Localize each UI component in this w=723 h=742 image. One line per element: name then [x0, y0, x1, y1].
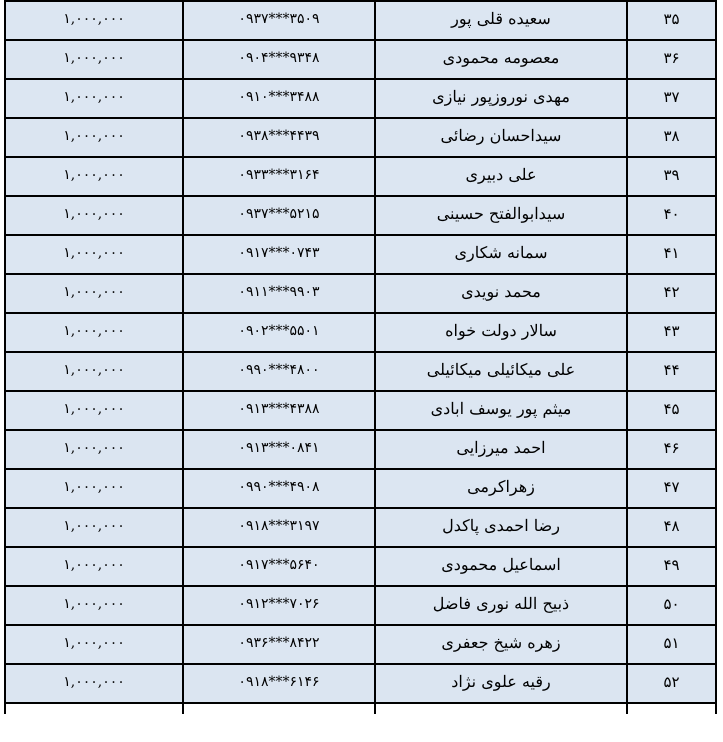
- name-text: سیدابوالفتح حسینی: [436, 204, 566, 223]
- amount-cell: [5, 664, 183, 703]
- row-number-cell: [627, 79, 716, 118]
- name-cell: [375, 235, 627, 274]
- table-row: [5, 79, 716, 118]
- table-row: [5, 625, 716, 664]
- name-cell: [375, 547, 627, 586]
- table-row: [5, 352, 716, 391]
- row-number-text: ۳۶: [663, 48, 680, 67]
- table-row-cut-off: [5, 703, 716, 714]
- amount-cell: [5, 469, 183, 508]
- row-number-text: ۴۵: [663, 399, 680, 418]
- name-text: علی میکائیلی میکائیلی: [426, 360, 576, 379]
- amount-text: ۱,۰۰۰,۰۰۰: [63, 166, 125, 183]
- table-row: [5, 391, 716, 430]
- amount-text: ۱,۰۰۰,۰۰۰: [63, 322, 125, 339]
- amount-cell: [5, 430, 183, 469]
- name-text: سالار دولت خواه: [445, 321, 557, 340]
- row-number-text: ۴۸: [663, 516, 680, 535]
- phone-cell: [183, 352, 375, 391]
- amount-cell: [5, 157, 183, 196]
- amount-cell: [5, 547, 183, 586]
- name-text: مهدی نوروزپور نیازی: [432, 87, 570, 106]
- row-number-cell: [627, 625, 716, 664]
- table-row: [5, 40, 716, 79]
- phone-cell: [183, 391, 375, 430]
- amount-text: ۱,۰۰۰,۰۰۰: [63, 400, 125, 417]
- table-row: [5, 586, 716, 625]
- phone-cell: [183, 313, 375, 352]
- name-text: سمانه شکاری: [454, 243, 548, 262]
- phone-cell: [183, 547, 375, 586]
- name-cell: [375, 508, 627, 547]
- row-number-cell: [627, 430, 716, 469]
- amount-text: ۱,۰۰۰,۰۰۰: [63, 673, 125, 690]
- row-number-cell: [627, 508, 716, 547]
- row-number-cell: [627, 118, 716, 157]
- phone-text: ۰۹۳۳***۳۱۶۴: [238, 166, 320, 183]
- name-text: ذبیح الله نوری فاضل: [432, 594, 570, 613]
- phone-text: ۰۹۹۰***۴۹۰۸: [238, 478, 320, 495]
- phone-text: ۰۹۱۳***۰۸۴۱: [238, 439, 320, 456]
- amount-cell: [5, 508, 183, 547]
- phone-text: ۰۹۱۱***۹۹۰۳: [238, 283, 320, 300]
- name-cell: [375, 352, 627, 391]
- row-number-cell: [627, 235, 716, 274]
- phone-cell: [183, 118, 375, 157]
- row-number-text: ۳۸: [663, 126, 680, 145]
- name-cell: [375, 196, 627, 235]
- phone-cell: [183, 430, 375, 469]
- name-cell: [375, 625, 627, 664]
- phone-text: ۰۹۱۰***۳۴۸۸: [238, 88, 320, 105]
- row-number-text: ۴۳: [663, 321, 680, 340]
- phone-cell: [183, 625, 375, 664]
- amount-text: ۱,۰۰۰,۰۰۰: [63, 634, 125, 651]
- table-row: [5, 508, 716, 547]
- name-text: اسماعیل محمودی: [441, 555, 561, 574]
- name-text: سعیده قلی پور: [451, 9, 551, 28]
- table-row: [5, 157, 716, 196]
- name-cell: [375, 469, 627, 508]
- phone-cell: [183, 40, 375, 79]
- row-number-cell: [627, 313, 716, 352]
- phone-cell: [183, 274, 375, 313]
- row-number-cell: [627, 157, 716, 196]
- name-cell: [375, 1, 627, 40]
- phone-cell: [183, 1, 375, 40]
- phone-text: ۰۹۱۲***۷۰۲۶: [238, 595, 320, 612]
- amount-text: ۱,۰۰۰,۰۰۰: [63, 439, 125, 456]
- amount-cell: [5, 352, 183, 391]
- row-number-text: ۳۷: [663, 87, 680, 106]
- row-number-cell: [627, 1, 716, 40]
- row-number-text: ۴۷: [663, 477, 680, 496]
- phone-text: ۰۹۱۸***۳۱۹۷: [238, 517, 320, 534]
- amount-text: ۱,۰۰۰,۰۰۰: [63, 283, 125, 300]
- row-number-cell: [627, 352, 716, 391]
- table-row: [5, 664, 716, 703]
- phone-text: ۰۹۳۷***۳۵۰۹: [238, 10, 320, 27]
- amount-text: ۱,۰۰۰,۰۰۰: [63, 10, 125, 27]
- amount-cell: [5, 1, 183, 40]
- phone-text: ۰۹۱۷***۰۷۴۳: [238, 244, 320, 261]
- row-number-text: ۴۶: [663, 438, 680, 457]
- amount-text: ۱,۰۰۰,۰۰۰: [63, 595, 125, 612]
- row-number-cell: [627, 469, 716, 508]
- amount-text: ۱,۰۰۰,۰۰۰: [63, 244, 125, 261]
- name-text: زهره شیخ جعفری: [441, 633, 561, 652]
- phone-cell: [183, 157, 375, 196]
- table-row: [5, 196, 716, 235]
- row-number-cell: [627, 547, 716, 586]
- table-row: [5, 118, 716, 157]
- phone-text: ۰۹۱۷***۵۶۴۰: [238, 556, 320, 573]
- phone-text: ۰۹۱۸***۶۱۴۶: [238, 673, 320, 690]
- phone-cell: [183, 508, 375, 547]
- name-cell: [375, 40, 627, 79]
- phone-cell: [183, 79, 375, 118]
- amount-text: ۱,۰۰۰,۰۰۰: [63, 88, 125, 105]
- name-cell: [375, 430, 627, 469]
- name-text: محمد نویدی: [461, 282, 541, 301]
- name-text: میثم پور یوسف ابادی: [430, 399, 572, 418]
- row-number-cell: [627, 274, 716, 313]
- phone-text: ۰۹۳۶***۸۴۲۲: [238, 634, 320, 651]
- phone-cell: [183, 664, 375, 703]
- name-cell: [375, 703, 627, 714]
- winners-table: [4, 0, 717, 714]
- table-row: [5, 313, 716, 352]
- row-number-text: ۵۰: [663, 594, 680, 613]
- amount-cell: [5, 79, 183, 118]
- amount-text: ۱,۰۰۰,۰۰۰: [63, 205, 125, 222]
- phone-cell: [183, 469, 375, 508]
- amount-cell: [5, 586, 183, 625]
- table-row: [5, 547, 716, 586]
- amount-text: ۱,۰۰۰,۰۰۰: [63, 49, 125, 66]
- name-text: سیداحسان رضائی: [440, 126, 562, 145]
- name-text: رقیه علوی نژاد: [451, 672, 551, 691]
- phone-cell: [183, 235, 375, 274]
- amount-text: ۱,۰۰۰,۰۰۰: [63, 556, 125, 573]
- winners-table-body: [5, 1, 716, 714]
- name-text: احمد میرزایی: [456, 438, 546, 457]
- phone-text: ۰۹۳۸***۴۴۳۹: [238, 127, 320, 144]
- amount-text: ۱,۰۰۰,۰۰۰: [63, 127, 125, 144]
- row-number-cell: [627, 40, 716, 79]
- row-number-cell: [627, 703, 716, 714]
- row-number-cell: [627, 586, 716, 625]
- name-text: زهراکرمی: [467, 477, 535, 496]
- row-number-text: ۴۲: [663, 282, 680, 301]
- name-cell: [375, 664, 627, 703]
- name-cell: [375, 118, 627, 157]
- amount-cell: [5, 118, 183, 157]
- amount-text: ۱,۰۰۰,۰۰۰: [63, 478, 125, 495]
- name-cell: [375, 586, 627, 625]
- phone-cell: [183, 703, 375, 714]
- name-cell: [375, 313, 627, 352]
- row-number-text: ۵۲: [663, 672, 680, 691]
- table-row: [5, 274, 716, 313]
- amount-cell: [5, 235, 183, 274]
- table-row: [5, 235, 716, 274]
- row-number-text: ۳۹: [663, 165, 680, 184]
- amount-text: ۱,۰۰۰,۰۰۰: [63, 517, 125, 534]
- name-text: رضا احمدی پاکدل: [442, 516, 560, 535]
- row-number-cell: [627, 391, 716, 430]
- amount-cell: [5, 313, 183, 352]
- row-number-text: ۵۱: [663, 633, 680, 652]
- row-number-text: ۳۵: [663, 9, 680, 28]
- amount-cell: [5, 196, 183, 235]
- name-text: علی دبیری: [465, 165, 537, 184]
- phone-text: ۰۹۹۰***۴۸۰۰: [238, 361, 320, 378]
- table-row: [5, 1, 716, 40]
- amount-cell: [5, 625, 183, 664]
- phone-text: ۰۹۱۳***۴۳۸۸: [238, 400, 320, 417]
- table-row: [5, 430, 716, 469]
- row-number-text: ۴۱: [663, 243, 680, 262]
- phone-text: ۰۹۰۴***۹۳۴۸: [238, 49, 320, 66]
- name-cell: [375, 157, 627, 196]
- table-row: [5, 469, 716, 508]
- phone-cell: [183, 196, 375, 235]
- amount-cell: [5, 703, 183, 714]
- name-cell: [375, 274, 627, 313]
- row-number-text: ۴۹: [663, 555, 680, 574]
- amount-cell: [5, 391, 183, 430]
- row-number-cell: [627, 664, 716, 703]
- amount-cell: [5, 274, 183, 313]
- phone-cell: [183, 586, 375, 625]
- name-text: معصومه محمودی: [442, 48, 560, 67]
- row-number-text: ۴۴: [663, 360, 680, 379]
- winners-table-container: [4, 0, 715, 714]
- row-number-cell: [627, 196, 716, 235]
- name-cell: [375, 79, 627, 118]
- amount-text: ۱,۰۰۰,۰۰۰: [63, 361, 125, 378]
- phone-text: ۰۹۳۷***۵۲۱۵: [238, 205, 320, 222]
- row-number-text: ۴۰: [663, 204, 680, 223]
- phone-text: ۰۹۰۲***۵۵۰۱: [238, 322, 320, 339]
- name-cell: [375, 391, 627, 430]
- amount-cell: [5, 40, 183, 79]
